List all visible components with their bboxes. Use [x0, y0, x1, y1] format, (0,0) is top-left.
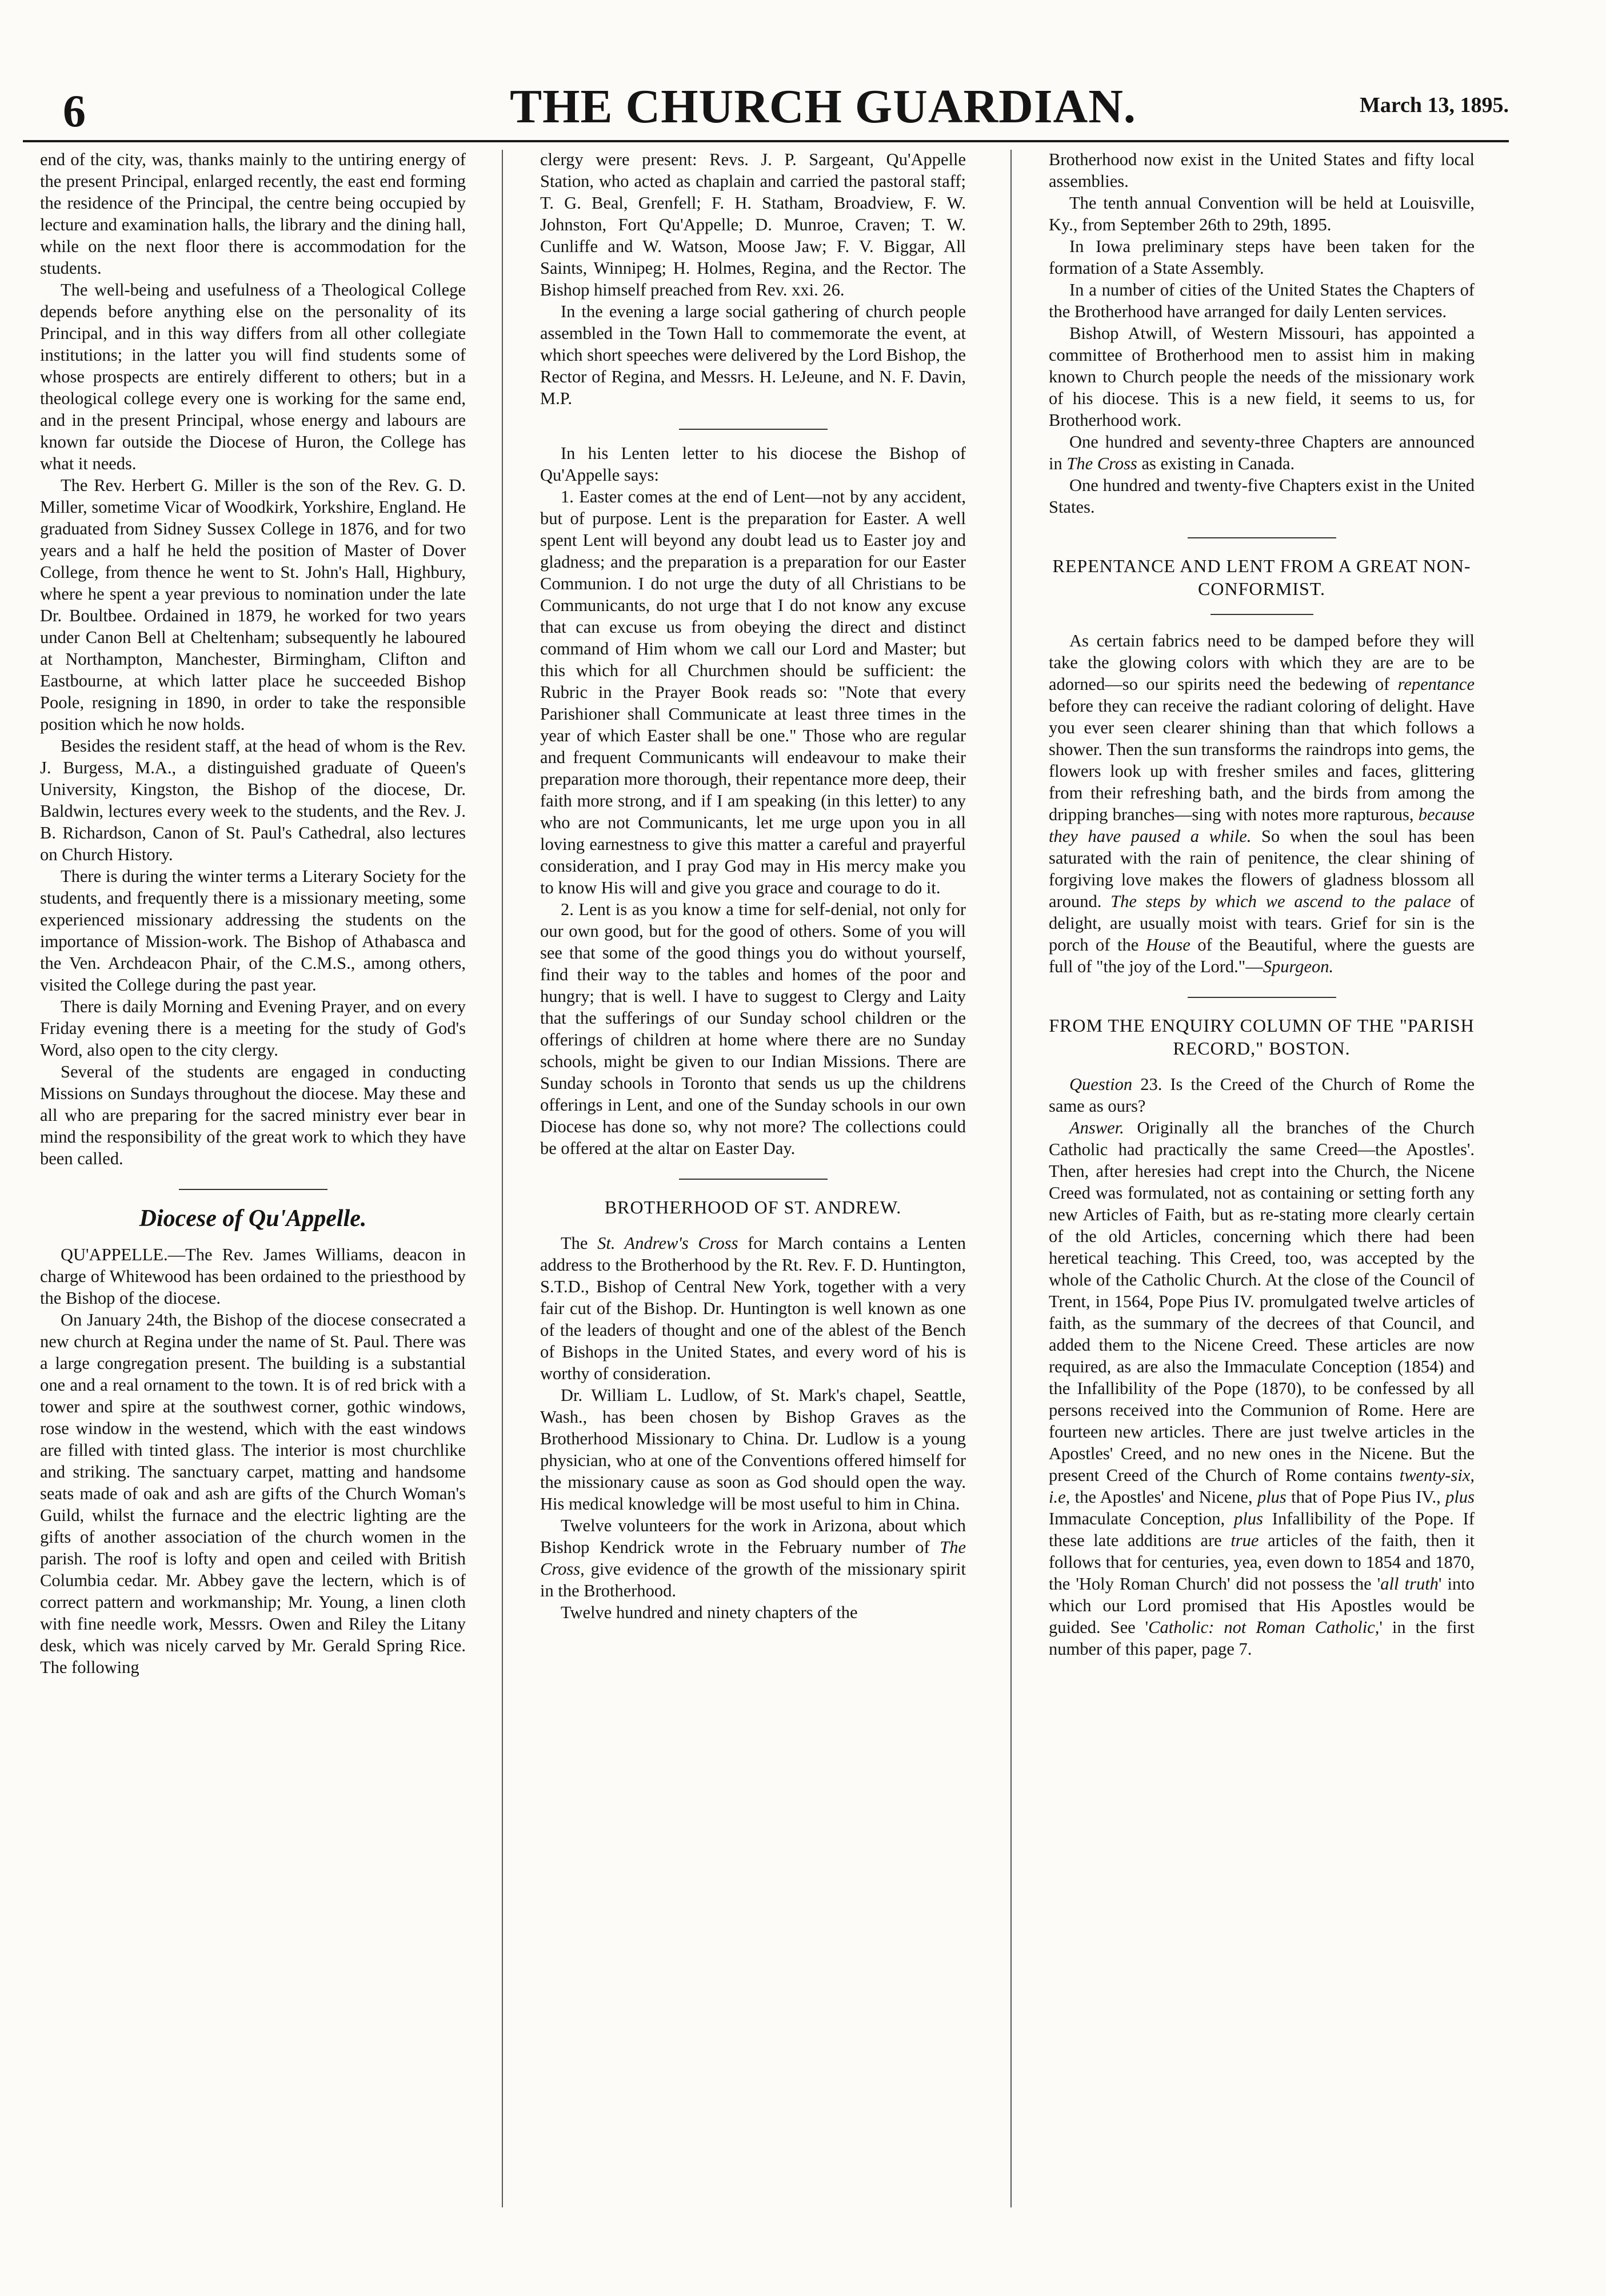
paragraph: Twelve hundred and ninety chapters of the — [561, 1603, 858, 1622]
column-2 — [540, 149, 966, 2229]
paragraph: In a number of cities of the United States the Chapters of the Brotherhood have arranged for daily Lenten services. — [1049, 280, 1475, 321]
column-1 — [40, 149, 466, 2229]
text-run: As certain fabrics need to be damped before they will take the glowing colors with which they are are to be adorned—so our spirits need the bedewing of — [1049, 631, 1475, 694]
text-run: ' into which our Lord promised that His Apostles would be guided. See ' — [1049, 1574, 1475, 1637]
section-rule — [679, 1179, 828, 1180]
header-rule — [23, 140, 1509, 142]
text-run: the Apostles' and Nicene, — [1070, 1487, 1257, 1507]
italic-text: plus — [1234, 1509, 1263, 1528]
column-3 — [1049, 149, 1475, 2229]
text-run: So when the soul has been saturated with the rain of penitence, the clear shining of forgiving love makes the flowers of gladness blossom all around. — [1049, 826, 1475, 911]
italic-text: true — [1231, 1531, 1259, 1550]
text-run: of the Beautiful, where the guests are full of "the joy of the Lord."— — [1049, 935, 1475, 976]
section-rule — [679, 429, 828, 430]
italic-text: all truth — [1380, 1574, 1439, 1594]
text-run: before they can receive the radiant coloring of delight. Have you ever seen clearer shining than that which follows a shower. Then the sun transforms the raindrops into gems, the flowers look up with fresher smiles and faces, glittering from their refreshing bath, and the birds from among the dripping branches—sing with notes more rapturous, — [1049, 696, 1475, 824]
paragraph: 1. Easter comes at the end of Lent—not by any accident, but of purpose. Lent is the preparation for Easter. A well spent Lent will beyond any doubt lead us to Easter joy and gladness; and the preparation is a preparation for our Easter Communion. I do not urge the duty of all Christians to be Communicants, do not urge that I do not know any excuse that can excuse us from obeying the direct and distinct command of Him whom we call our Lord and Master; but this which for all Churchmen should be sufficient: the Rubric in the Prayer Book reads so: "Note that every Parishioner shall Communicate at least three times in the year of which Easter shall be one." Those who are regular and frequent Communicants will endeavour to make their preparation more thorough, their repentance more deep, their faith more strong, and if I am speaking (in this letter) to any who are not Communicants, let me urge upon you in all loving earnestness to give this matter a careful and prayerful consideration, and I pray God may in His mercy make you to know His will and give you grace and courage to do it. — [540, 487, 966, 897]
italic-text: The Cross, — [540, 1538, 966, 1579]
text-run: that of Pope Pius IV., — [1286, 1487, 1446, 1507]
paragraph: On January 24th, the Bishop of the diocese consecrated a new church at Regina under the name of St. Paul. There was a large congregation present. The building is a substantial one and a real ornament to the town. It is of red brick with a tower and spire at the southwest corner, gothic windows, rose window in the westend, which with the east windows are filled with tinted glass. The interior is most churchlike and striking. The sanctuary carpet, matting and handsome seats made of oak and ash are gifts of the Church Woman's Guild, whilst the furnace and the electric lighting are the gifts of another association of the church women in the parish. The roof is lofty and open and ceiled with British Columbia cedar. Mr. Abbey gave the lectern, which is of correct pattern and workmanship; Mr. Young, a linen cloth with fine needle work, Messrs. Owen and Riley the Litany desk, which was nicely carved by Mr. Gerald Spring Rice. The following — [40, 1310, 466, 1677]
section-heading-brotherhood: BROTHERHOOD OF ST. ANDREW. — [604, 1197, 902, 1217]
text-run: Immaculate Conception, — [1049, 1509, 1235, 1528]
issue-date: March 13, 1895. — [1359, 93, 1509, 117]
italic-text: Question — [1069, 1075, 1133, 1094]
section-rule — [1188, 537, 1336, 538]
section-rule — [1188, 997, 1336, 998]
paragraph: Dr. William L. Ludlow, of St. Mark's chapel, Seattle, Wash., has been chosen by Bishop Graves as the Brotherhood Missionary to China. Dr. Ludlow is a young physician, who at one of the Conventions offered himself for the missionary cause as soon as God should open the way. His medical knowledge will be most useful to him in China. — [540, 1385, 966, 1514]
text-run: as existing in Canada. — [1137, 454, 1295, 473]
paragraph — [1049, 1073, 1475, 1117]
paragraph: The well-being and usefulness of a Theological College depends before anything else on the personality of its Principal, and in this way differs from all other collegiate institutions; in the latter you will find students some of whose prospects are entirely different to others; but in a theological college every one is working for the same end, and in the present Principal, whose energy and labours are known far outside the Diocese of Huron, the College has what it needs. — [40, 280, 466, 473]
text-run: Infallibility of the Pope. If these late additions are — [1049, 1509, 1475, 1550]
text-run: give evidence of the growth of the missionary spirit in the Brotherhood. — [540, 1559, 966, 1600]
italic-text: repentance — [1397, 674, 1475, 694]
paragraph: end of the city, was, thanks mainly to the untiring energy of the present Principal, enlarged recently, the east end forming the residence of the Principal, the centre being occupied by lecture and examination halls, the library and the dining hall, while on the next floor there is accommodation for the students. — [40, 150, 466, 278]
italic-text: plus — [1257, 1487, 1287, 1507]
text-run: 23. Is the Creed of the Church of Rome the same as ours? — [1049, 1075, 1475, 1116]
paragraph: Several of the students are engaged in conducting Missions on Sundays throughout the diocese. May these and all who are preparing for the sacred ministry ever bear in mind the responsibility of the great work to which they have been called. — [40, 1062, 466, 1168]
paragraph: QU'APPELLE.—The Rev. James Williams, deacon in charge of Whitewood has been ordained to the priesthood by the Bishop of the diocese. — [40, 1245, 466, 1308]
paragraph: In Iowa preliminary steps have been taken for the formation of a State Assembly. — [1049, 237, 1475, 278]
paragraph — [540, 1232, 966, 1384]
italic-text: Answer. — [1069, 1118, 1124, 1137]
section-heading-enquiry: FROM THE ENQUIRY COLUMN OF THE "PARISH RECORD," BOSTON. — [1049, 1015, 1475, 1059]
text-run: Twelve volunteers for the work in Arizona, about which Bishop Kendrick wrote in the February number of — [540, 1516, 966, 1557]
italic-text: The steps by which we ascend to the palace — [1110, 892, 1451, 911]
italic-text: twenty-six, i.e, — [1049, 1466, 1475, 1507]
paragraph: The Rev. Herbert G. Miller is the son of the Rev. G. D. Miller, sometime Vicar of Woodkirk, Yorkshire, England. He graduated from Sidney Sussex College in 1876, and for two years and a half he held the position of Master of Dover College, from thence he went to St. John's Hall, Highbury, where he spent a year previous to nomination under the late Dr. Boultbee. Ordained in 1879, he worked for two years under Canon Bell at Cheltenham; subsequently he laboured at Northampton, Manchester, Birmingham, Clifton and Eastbourne, at which latter place he succeeded Bishop Poole, resigning in 1890, in order to take the responsible position which he now holds. — [40, 476, 466, 734]
italic-text: plus — [1445, 1487, 1475, 1507]
text-run: Originally all the branches of the Church Catholic had practically the same Creed—the Apostles'. Then, after heresies had crept into the Church, the Nicene Creed was formulated, not as containing or setting forth any new Articles of Faith, but as re-stating more clearly certain of the old Articles, concerning which there had been heretical teaching. This Creed, too, was accepted by the whole of the Catholic Church. At the close of the Council of Trent, in 1564, Pope Pius IV. promulgated twelve articles of faith, as the summary of the decrees of that Council, and added them to the Nicene Creed. These articles are now required, as are also the Immaculate Conception (1854) and the Infallibility of the Pope (1870), to be confessed by all persons received into the Communion of Rome. Here are fourteen new articles. There are just twelve articles in the Apostles' Creed, and no new ones in the Nicene. But the present Creed of the Church of Rome contains — [1049, 1118, 1475, 1485]
section-rule — [179, 1189, 327, 1190]
masthead — [23, 77, 1509, 157]
text-run: ' in the first number of this paper, page 7. — [1049, 1618, 1475, 1659]
paragraph — [1049, 431, 1475, 474]
italic-text: The Cross — [1066, 454, 1137, 473]
paragraph: In his Lenten letter to his diocese the Bishop of Qu'Appelle says: — [540, 444, 966, 485]
section-rule — [1211, 614, 1313, 615]
section-heading-diocese: Diocese of Qu'Appelle. — [139, 1205, 367, 1232]
text-run: One hundred and seventy-three Chapters are announced in — [1049, 432, 1475, 473]
paragraph: The tenth annual Convention will be held at Louisville, Ky., from September 26th to 29th, 1895. — [1049, 193, 1475, 234]
paragraph: clergy were present: Revs. J. P. Sargeant, Qu'Appelle Station, who acted as chaplain and carried the pastoral staff; T. G. Beal, Grenfell; F. H. Statham, Broadview, F. W. Johnston, Fort Qu'Appelle; D. Munroe, Craven; T. W. Cunliffe and W. Watson, Moose Jaw; F. V. Biggar, All Saints, Winnipeg; H. Holmes, Regina, and the Rector. The Bishop himself preached from Rev. xxi. 26. — [540, 150, 966, 300]
paragraph: There is daily Morning and Evening Prayer, and on every Friday evening there is a meeting for the study of God's Word, also open to the city clergy. — [40, 997, 466, 1060]
text-run: for March contains a Lenten address to the Brotherhood by the Rt. Rev. F. D. Huntington, S.T.D., Bishop of Central New York, together with a very fair cut of the Bishop. Dr. Huntington is well known as one of the leaders of thought and one of the ablest of the Bench of Bishops in the United States, and every word of his is worthy of consideration. — [540, 1233, 966, 1383]
italic-text: because they have paused a while. — [1049, 805, 1475, 846]
paragraph: In the evening a large social gathering of church people assembled in the Town Hall to commemorate the event, at which short speeches were delivered by the Lord Bishop, the Rector of Regina, and Messrs. H. LeJeune, and N. F. Davin, M.P. — [540, 302, 966, 408]
section-heading-repentance: REPENTANCE AND LENT FROM A GREAT NON-CONFORMIST. — [1052, 556, 1471, 599]
paragraph — [1049, 630, 1475, 977]
italic-text: Spurgeon. — [1263, 957, 1334, 976]
column-divider — [1010, 150, 1012, 2207]
paragraph: There is during the winter terms a Literary Society for the students, and frequently there is a missionary meeting, some experienced missionary addressing the students on the importance of Mission-work. The Bishop of Athabasca and the Ven. Archdeacon Phair, of the C.M.S., among others, visited the College during the past year. — [40, 867, 466, 995]
text-run: The — [561, 1233, 598, 1253]
text-run: of delight, are usually moist with tears. Grief for sin is the porch of the — [1049, 892, 1475, 955]
paragraph: 2. Lent is as you know a time for self-denial, not only for our own good, but for the good of others. Some of you will see that some of the good things you do without yourself, find their way to the tables and homes of the poor and hungry; that is well. I have to suggest to Clergy and Laity that the sufferings of our Sunday school children or the offerings of children at home where there are no Sunday schools, might be given to our Indian Missions. There are Sunday schools in Toronto that sends us up the childrens offerings in Lent, and one of the Sunday schools in our own Diocese has done so, why not more? The collections could be offered at the altar on Easter Day. — [540, 900, 966, 1158]
paragraph: Brotherhood now exist in the United States and fifty local assemblies. — [1049, 150, 1475, 191]
paragraph — [1049, 1117, 1475, 1660]
paragraph — [540, 1515, 966, 1602]
italic-text: House — [1145, 935, 1190, 955]
paragraph: One hundred and twenty-five Chapters exist in the United States. — [1049, 476, 1475, 517]
paragraph: Bishop Atwill, of Western Missouri, has appointed a committee of Brotherhood men to assist him in making known to Church people the needs of the missionary work of his diocese. This is a new field, it seems to us, for Brotherhood work. — [1049, 324, 1475, 430]
page-number: 6 — [63, 86, 86, 137]
italic-text: Catholic: not Roman Catholic, — [1148, 1618, 1380, 1637]
column-divider — [502, 150, 503, 2207]
newspaper-title: THE CHURCH GUARDIAN. — [510, 80, 1136, 133]
italic-text: St. Andrew's Cross — [597, 1233, 738, 1253]
text-run: articles of the faith, then it follows that for centuries, yea, even down to 1854 and 1870, the 'Holy Roman Church' did not possess the ' — [1049, 1531, 1475, 1594]
paragraph: Besides the resident staff, at the head of whom is the Rev. J. Burgess, M.A., a distinguished graduate of Queen's University, Kingston, the Bishop of the diocese, Dr. Baldwin, lectures every week to the students, and the Rev. J. B. Richardson, Canon of St. Paul's Cathedral, also lectures on Church History. — [40, 736, 466, 864]
